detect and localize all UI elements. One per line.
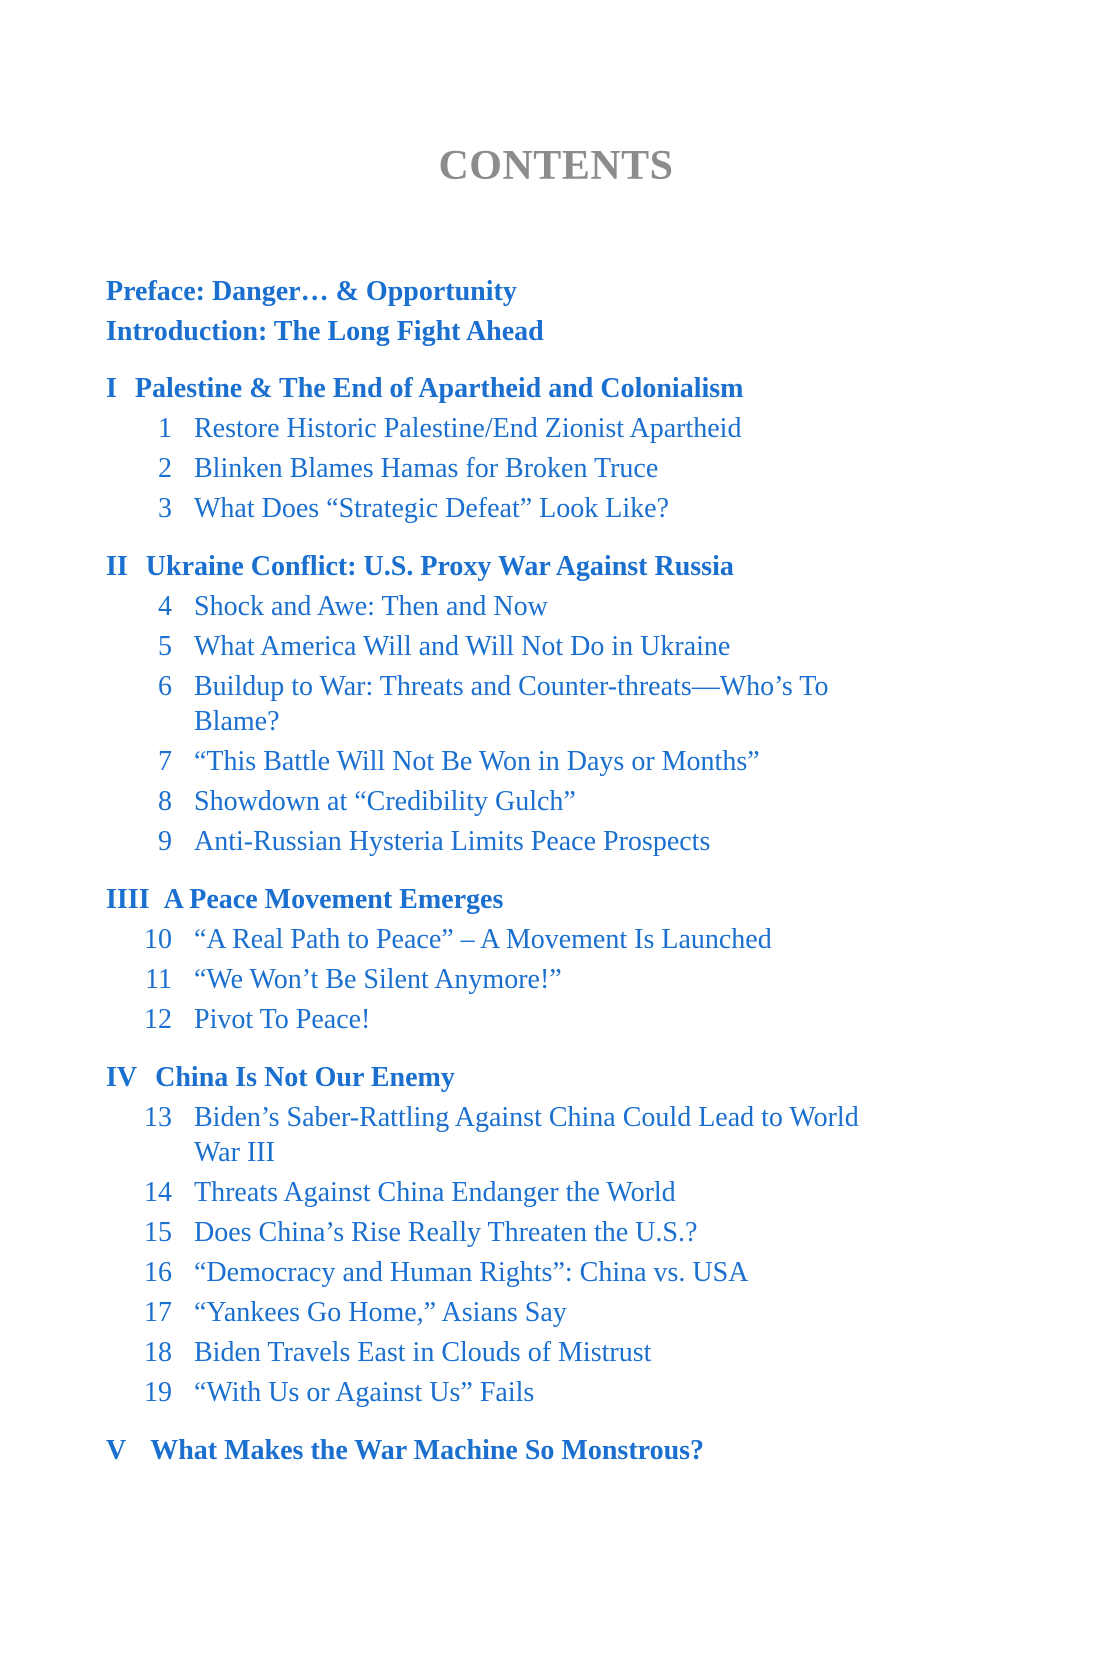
chapter-number: 15: [144, 1217, 172, 1248]
toc-part-5[interactable]: [106, 1435, 704, 1467]
chapter-number: 10: [144, 924, 172, 955]
toc-chapter-8[interactable]: [0, 786, 1112, 822]
chapter-title-continued: Blame?: [194, 706, 280, 737]
toc-part-4[interactable]: [106, 1062, 455, 1094]
toc-chapter-4[interactable]: [0, 591, 1112, 627]
toc-part-1[interactable]: [106, 373, 743, 405]
toc-chapter-9[interactable]: [0, 826, 1112, 862]
chapter-title-continued: War III: [194, 1137, 275, 1168]
chapter-title: What Does “Strategic Defeat” Look Like?: [194, 493, 670, 524]
toc-entry-preface[interactable]: Preface: Danger… & Opportunity: [106, 276, 517, 307]
chapter-number: 18: [144, 1337, 172, 1368]
chapter-title: Anti-Russian Hysteria Limits Peace Prospects: [194, 826, 711, 857]
chapter-number: 11: [145, 964, 172, 995]
toc-chapter-13[interactable]: [0, 1102, 1112, 1174]
chapter-title: “We Won’t Be Silent Anymore!”: [194, 964, 562, 995]
toc-chapter-12[interactable]: [0, 1004, 1112, 1040]
page-title: CONTENTS: [438, 143, 674, 189]
toc-chapter-3[interactable]: [0, 493, 1112, 529]
chapter-number: 7: [158, 746, 172, 777]
toc-entry-introduction[interactable]: Introduction: The Long Fight Ahead: [106, 316, 544, 347]
chapter-number: 8: [158, 786, 172, 817]
toc-chapter-15[interactable]: [0, 1217, 1112, 1253]
chapter-title: Pivot To Peace!: [194, 1004, 371, 1035]
chapter-number: 16: [144, 1257, 172, 1288]
part-title: China Is Not Our Enemy: [155, 1062, 455, 1093]
chapter-number: 5: [158, 631, 172, 662]
part-title: A Peace Movement Emerges: [163, 884, 504, 915]
toc-chapter-17[interactable]: [0, 1297, 1112, 1333]
chapter-title: “Yankees Go Home,” Asians Say: [194, 1297, 567, 1328]
chapter-title: “A Real Path to Peace” – A Movement Is Launched: [194, 924, 772, 955]
chapter-number: 2: [158, 453, 172, 484]
chapter-number: 1: [158, 413, 172, 444]
chapter-title: Showdown at “Credibility Gulch”: [194, 786, 576, 817]
chapter-title: Biden’s Saber-Rattling Against China Could Lead to World: [194, 1102, 859, 1133]
chapter-title: Biden Travels East in Clouds of Mistrust: [194, 1337, 652, 1368]
chapter-title: Restore Historic Palestine/End Zionist Apartheid: [194, 413, 742, 444]
toc-chapter-16[interactable]: [0, 1257, 1112, 1293]
part-number: V: [106, 1435, 127, 1466]
chapter-title: Blinken Blames Hamas for Broken Truce: [194, 453, 659, 484]
chapter-number: 19: [144, 1377, 172, 1408]
part-title: Palestine & The End of Apartheid and Colonialism: [134, 373, 744, 404]
chapter-number: 12: [144, 1004, 172, 1035]
toc-chapter-1[interactable]: [0, 413, 1112, 449]
chapter-number: 3: [158, 493, 172, 524]
part-title: Ukraine Conflict: U.S. Proxy War Against Russia: [145, 551, 734, 582]
chapter-number: 17: [144, 1297, 172, 1328]
chapter-title: “This Battle Will Not Be Won in Days or Months”: [194, 746, 760, 777]
toc-part-2[interactable]: [106, 551, 734, 583]
toc-chapter-11[interactable]: [0, 964, 1112, 1000]
chapter-title: “With Us or Against Us” Fails: [194, 1377, 535, 1408]
chapter-title: What America Will and Will Not Do in Ukraine: [194, 631, 731, 662]
toc-chapter-5[interactable]: [0, 631, 1112, 667]
chapter-title: Threats Against China Endanger the World: [194, 1177, 676, 1208]
toc-chapter-18[interactable]: [0, 1337, 1112, 1373]
chapter-title: Shock and Awe: Then and Now: [194, 591, 548, 622]
toc-chapter-19[interactable]: [0, 1377, 1112, 1413]
toc-chapter-2[interactable]: [0, 453, 1112, 489]
part-number: II: [106, 551, 128, 582]
part-number: IIII: [106, 884, 150, 915]
toc-chapter-14[interactable]: [0, 1177, 1112, 1213]
chapter-number: 6: [158, 671, 172, 702]
chapter-number: 13: [144, 1102, 172, 1133]
toc-chapter-7[interactable]: [0, 746, 1112, 782]
toc-chapter-10[interactable]: [0, 924, 1112, 960]
chapter-number: 14: [144, 1177, 172, 1208]
chapter-title: Buildup to War: Threats and Counter-threats—Who’s To: [194, 671, 829, 702]
toc-chapter-6[interactable]: [0, 671, 1112, 743]
chapter-title: Does China’s Rise Really Threaten the U.S.?: [194, 1217, 698, 1248]
chapter-title: “Democracy and Human Rights”: China vs. USA: [194, 1257, 749, 1288]
chapter-number: 9: [158, 826, 172, 857]
toc-part-3[interactable]: [106, 884, 503, 916]
part-number: IV: [106, 1062, 138, 1093]
part-number: I: [106, 373, 117, 404]
part-title: What Makes the War Machine So Monstrous?: [150, 1435, 705, 1466]
chapter-number: 4: [158, 591, 172, 622]
